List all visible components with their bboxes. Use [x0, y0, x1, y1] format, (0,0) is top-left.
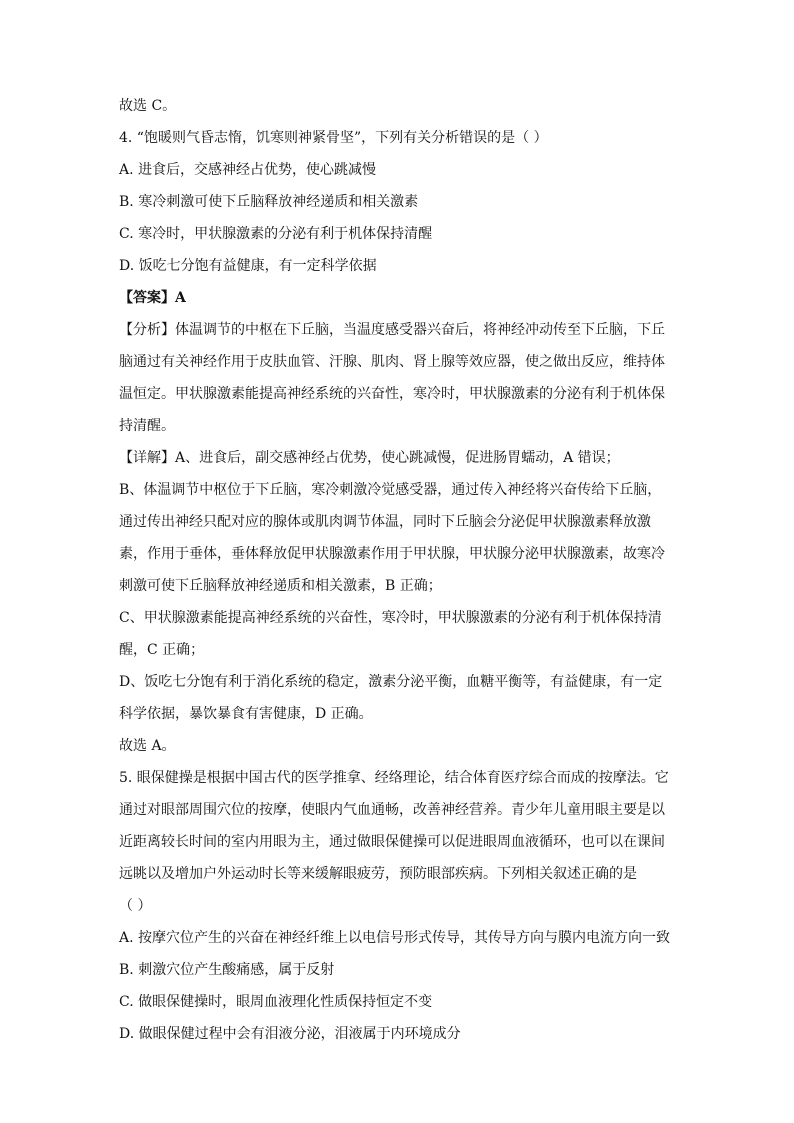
- detail-text: 醒，C 正确；: [119, 642, 205, 658]
- question-5-option-b: B. 刺激穴位产生酸痛感，属于反射: [119, 962, 335, 978]
- question-4-option-b: B. 寒冷刺激可使下丘脑释放神经递质和相关激素: [119, 194, 419, 210]
- analysis-text: 【分析】体温调节的中枢在下丘脑，当温度感受器兴奋后，将神经冲动传至下丘脑，下丘: [119, 322, 665, 338]
- question-4-option-d: D. 饭吃七分饱有益健康，有一定科学依据: [119, 258, 377, 274]
- question-4-option-c: C. 寒冷时，甲状腺激素的分泌有利于机体保持清醒: [119, 226, 433, 242]
- answer-blank: （ ）: [119, 898, 152, 914]
- question-5-stem: 5. 眼保健操是根据中国古代的医学推拿、经络理论，结合体育医疗综合而成的按摩法。它: [119, 770, 669, 786]
- analysis-text: 持清醒。: [119, 418, 175, 434]
- detail-text: B、体温调节中枢位于下丘脑，寒冷刺激冷觉感受器，通过传入神经将兴奋传给下丘脑，: [119, 482, 662, 498]
- question-4-stem: 4. “饱暖则气昏志惰，饥寒则神紧骨坚”，下列有关分析错误的是（ ）: [119, 130, 548, 146]
- question-5-stem: 远眺以及增加户外运动时长等来缓解眼疲劳，预防眼部疾病。下列相关叙述正确的是: [119, 866, 637, 882]
- question-5-stem: 通过对眼部周围穴位的按摩，使眼内气血通畅，改善神经营养。青少年儿童用眼主要是以: [119, 802, 665, 818]
- question-4-option-a: A. 进食后，交感神经占优势，使心跳减慢: [119, 162, 377, 178]
- detail-text: 通过传出神经只配对应的腺体或肌肉调节体温，同时下丘脑会分泌促甲状腺激素释放激: [119, 514, 651, 530]
- detail-text: 【详解】A、进食后，副交感神经占优势，使心跳减慢，促进肠胃蠕动，A 错误；: [119, 450, 620, 466]
- analysis-text: 温恒定。甲状腺激素能提高神经系统的兴奋性，寒冷时，甲状腺激素的分泌有利于机体保: [119, 386, 665, 402]
- detail-text: D、饭吃七分饱有利于消化系统的稳定，激素分泌平衡，血糖平衡等，有益健康，有一定: [119, 674, 663, 690]
- answer-label: 【答案】A: [119, 290, 186, 306]
- detail-text: 刺激可使下丘脑释放神经递质和相关激素，B 正确；: [119, 578, 442, 594]
- question-5-option-a: A. 按摩穴位产生的兴奋在神经纤维上以电信号形式传导，其传导方向与膜内电流方向一致: [119, 930, 671, 946]
- question-5-option-c: C. 做眼保健操时，眼周血液理化性质保持恒定不变: [119, 994, 433, 1010]
- text-line: 故选 C。: [119, 98, 177, 114]
- question-5-option-d: D. 做眼保健过程中会有泪液分泌，泪液属于内环境成分: [119, 1026, 461, 1042]
- analysis-text: 脑通过有关神经作用于皮肤血管、汗腺、肌肉、肾上腺等效应器，使之做出反应，维持体: [119, 354, 665, 370]
- detail-text: C、甲状腺激素能提高神经系统的兴奋性，寒冷时，甲状腺激素的分泌有利于机体保持清: [119, 610, 662, 626]
- detail-text: 科学依据，暴饮暴食有害健康，D 正确。: [119, 706, 373, 722]
- question-5-stem: 近距离较长时间的室内用眼为主，通过做眼保健操可以促进眼周血液循环，也可以在课间: [119, 834, 665, 850]
- text-line: 故选 A。: [119, 738, 176, 754]
- detail-text: 素，作用于垂体，垂体释放促甲状腺激素作用于甲状腺，甲状腺分泌甲状腺激素，故寒冷: [119, 546, 665, 562]
